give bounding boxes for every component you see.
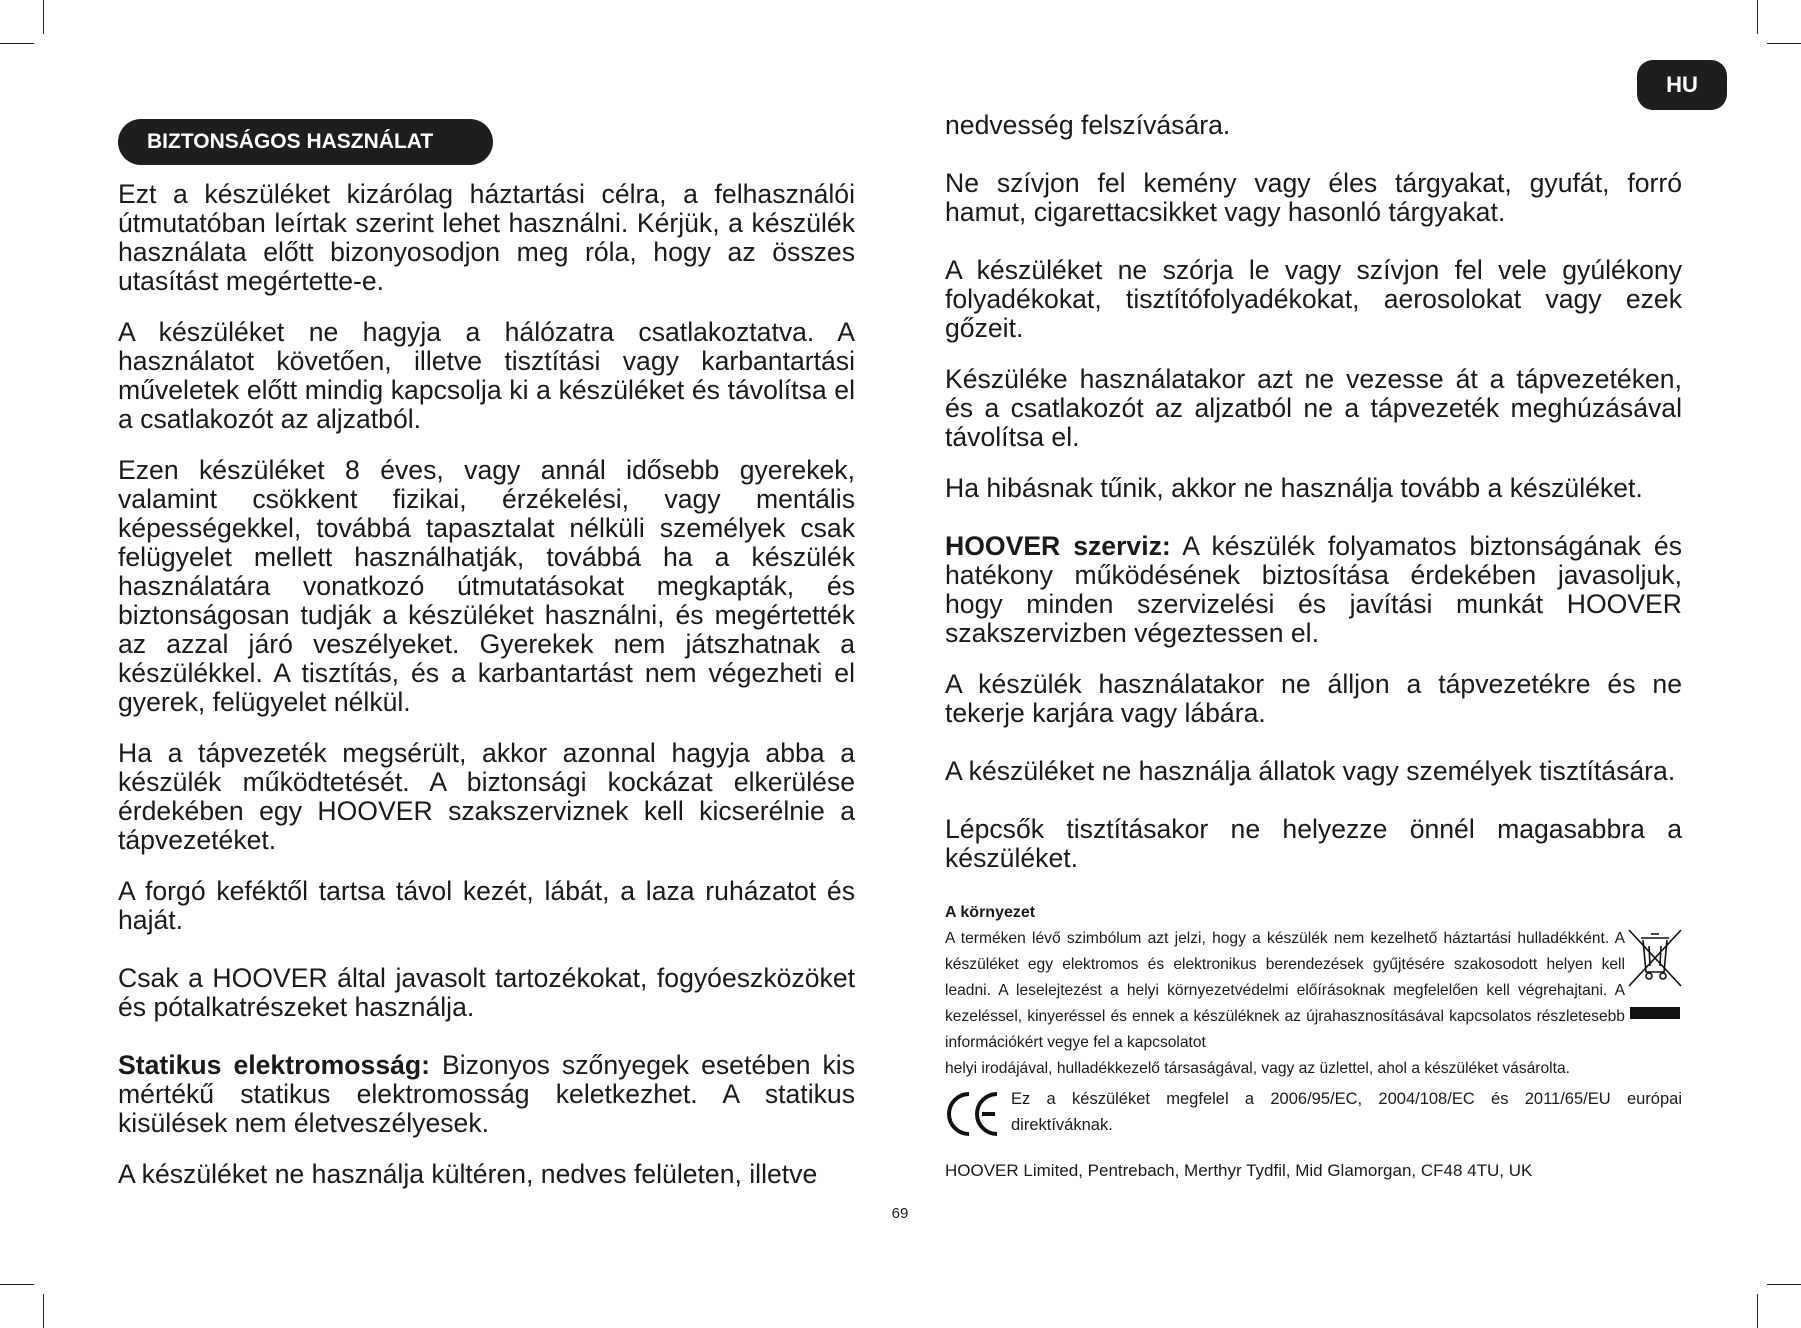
paragraph: A forgó keféktől tartsa távol kezét, lábát, a laza ruházatot és haját. <box>118 876 855 935</box>
right-column <box>945 111 1682 902</box>
paragraph: Csak a HOOVER által javasolt tartozékokat, fogyóeszközöket és pótalkatrészeket használja. <box>118 963 855 1022</box>
static-electricity-lead: Statikus elektromosság: <box>118 1050 431 1080</box>
crop-mark <box>0 43 34 44</box>
section-title: BIZTONSÁGOS HASZNÁLAT <box>118 119 493 165</box>
crop-mark <box>0 1284 34 1285</box>
paragraph: A készüléket ne használja kültéren, nedves felületen, illetve <box>118 1159 818 1189</box>
paragraph: A készülék használatakor ne álljon a tápvezetékre és ne tekerje karjára vagy lábára. <box>945 669 1682 728</box>
hoover-service-lead: HOOVER szerviz: <box>945 531 1171 561</box>
paragraph: Ha hibásnak tűnik, akkor ne használja tovább a készüléket. <box>945 473 1643 503</box>
environment-text: A terméken lévő szimbólum azt jelzi, hogy a készülék nem kezelhető háztartási hulladékként. A készüléket egy elektromos és elektronikus berendezések gyűjtésére szakosodott helyen kell leadni. A leselejtezést a helyi környezetvédelmi előírásoknak megfelelően kell végrehajtani. A kezeléssel, kinyeréssel és ennek a készüléknek az újrahasznosításával kapcsolatos részletesebb információkért vegye fel a kapcsolatot helyi irodájával, hulladékkezelő társaságával, vagy az üzlettel, ahol a készüléket vásárolta. <box>945 930 1625 1077</box>
language-badge: HU <box>1637 60 1727 110</box>
paragraph: nedvesség felszívására. <box>945 110 1231 140</box>
crossed-out-wheelie-bin-icon <box>1627 926 1683 996</box>
left-column <box>118 180 855 1211</box>
paragraph: A készüléket ne hagyja a hálózatra csatlakoztatva. A használatot követően, illetve tisztítási vagy karbantartási műveletek előtt mindig kapcsolja ki a készüléket és távolítsa el a csatlakozót az aljzatból. <box>118 317 855 434</box>
crop-mark <box>1767 1284 1801 1285</box>
crop-mark <box>1767 43 1801 44</box>
paragraph: A készüléket ne szórja le vagy szívjon fel vele gyúlékony folyadékokat, tisztítófolyadékokat, aerosolokat vagy ezek gőzeit. <box>945 255 1682 343</box>
hoover-service-paragraph <box>945 532 1682 648</box>
paragraph: Ezt a készüléket kizárólag háztartási célra, a felhasználói útmutatóban leírtak szerint lehet használni. Kérjük, a készülék használata előtt bizonyosodjon meg róla, hogy az összes utasítást megértette-e. <box>118 179 855 296</box>
weee-bar <box>1630 1007 1680 1019</box>
static-electricity-paragraph <box>118 1051 855 1138</box>
crop-mark <box>43 0 44 34</box>
environment-title: A környezet <box>945 904 1036 921</box>
conformity-section <box>945 1086 1682 1146</box>
paragraph: Ne szívjon fel kemény vagy éles tárgyakat, gyufát, forró hamut, cigarettacsikket vagy hasonló tárgyakat. <box>945 168 1682 227</box>
conformity-text: Ez a készüléket megfelel a 2006/95/EC, 2004/108/EC és 2011/65/EU európai direktíváknak. <box>1011 1090 1682 1134</box>
page-number: 69 <box>891 1205 909 1222</box>
paragraph: A készüléket ne használja állatok vagy személyek tisztítására. <box>945 756 1676 786</box>
ce-mark-icon <box>945 1090 1001 1138</box>
hoover-service-text: A készülék folyamatos biztonságának és hatékony működésének biztosítása érdekében javasoljuk, hogy minden szervizelési és javítási munkát HOOVER szakszervizben végeztessen el. <box>945 531 1682 648</box>
crop-mark <box>1757 1294 1758 1328</box>
static-electricity-text: Bizonyos szőnyegek esetében kis mértékű statikus elektromosság keletkezhet. A statikus kisülések nem életveszélyesek. <box>118 1050 855 1138</box>
paragraph: Ha a tápvezeték megsérült, akkor azonnal hagyja abba a készülék működtetését. A biztonsági kockázat elkerülése érdekében egy HOOVER szakszerviznek kell kicserélnie a tápvezetéket. <box>118 738 855 855</box>
manufacturer-address: HOOVER Limited, Pentrebach, Merthyr Tydfil, Mid Glamorgan, CF48 4TU, UK <box>945 1161 1533 1180</box>
crop-mark <box>43 1294 44 1328</box>
environment-section <box>945 904 1682 1082</box>
paragraph: Készüléke használatakor azt ne vezesse át a tápvezetéken, és a csatlakozót az aljzatból ne a tápvezeték meghúzásával távolítsa el. <box>945 364 1682 452</box>
paragraph: Lépcsők tisztításakor ne helyezze önnél magasabbra a készüléket. <box>945 814 1682 873</box>
crop-mark <box>1757 0 1758 34</box>
paragraph: Ezen készüléket 8 éves, vagy annál idősebb gyerekek, valamint csökkent fizikai, érzékelési, vagy mentális képességekkel, továbbá tapasztalat nélküli személyek csak felügyelet mellett használhatják, továbbá ha a készülék használatára vonatkozó útmutatásokat megkapták, és biztonságosan tudják a készüléket használni, és megértették az azzal járó veszélyeket. Gyerekek nem játszhatnak a készülékkel. A tisztítás, és a karbantartást nem végezheti el gyerek, felügyelet nélkül. <box>118 455 855 717</box>
